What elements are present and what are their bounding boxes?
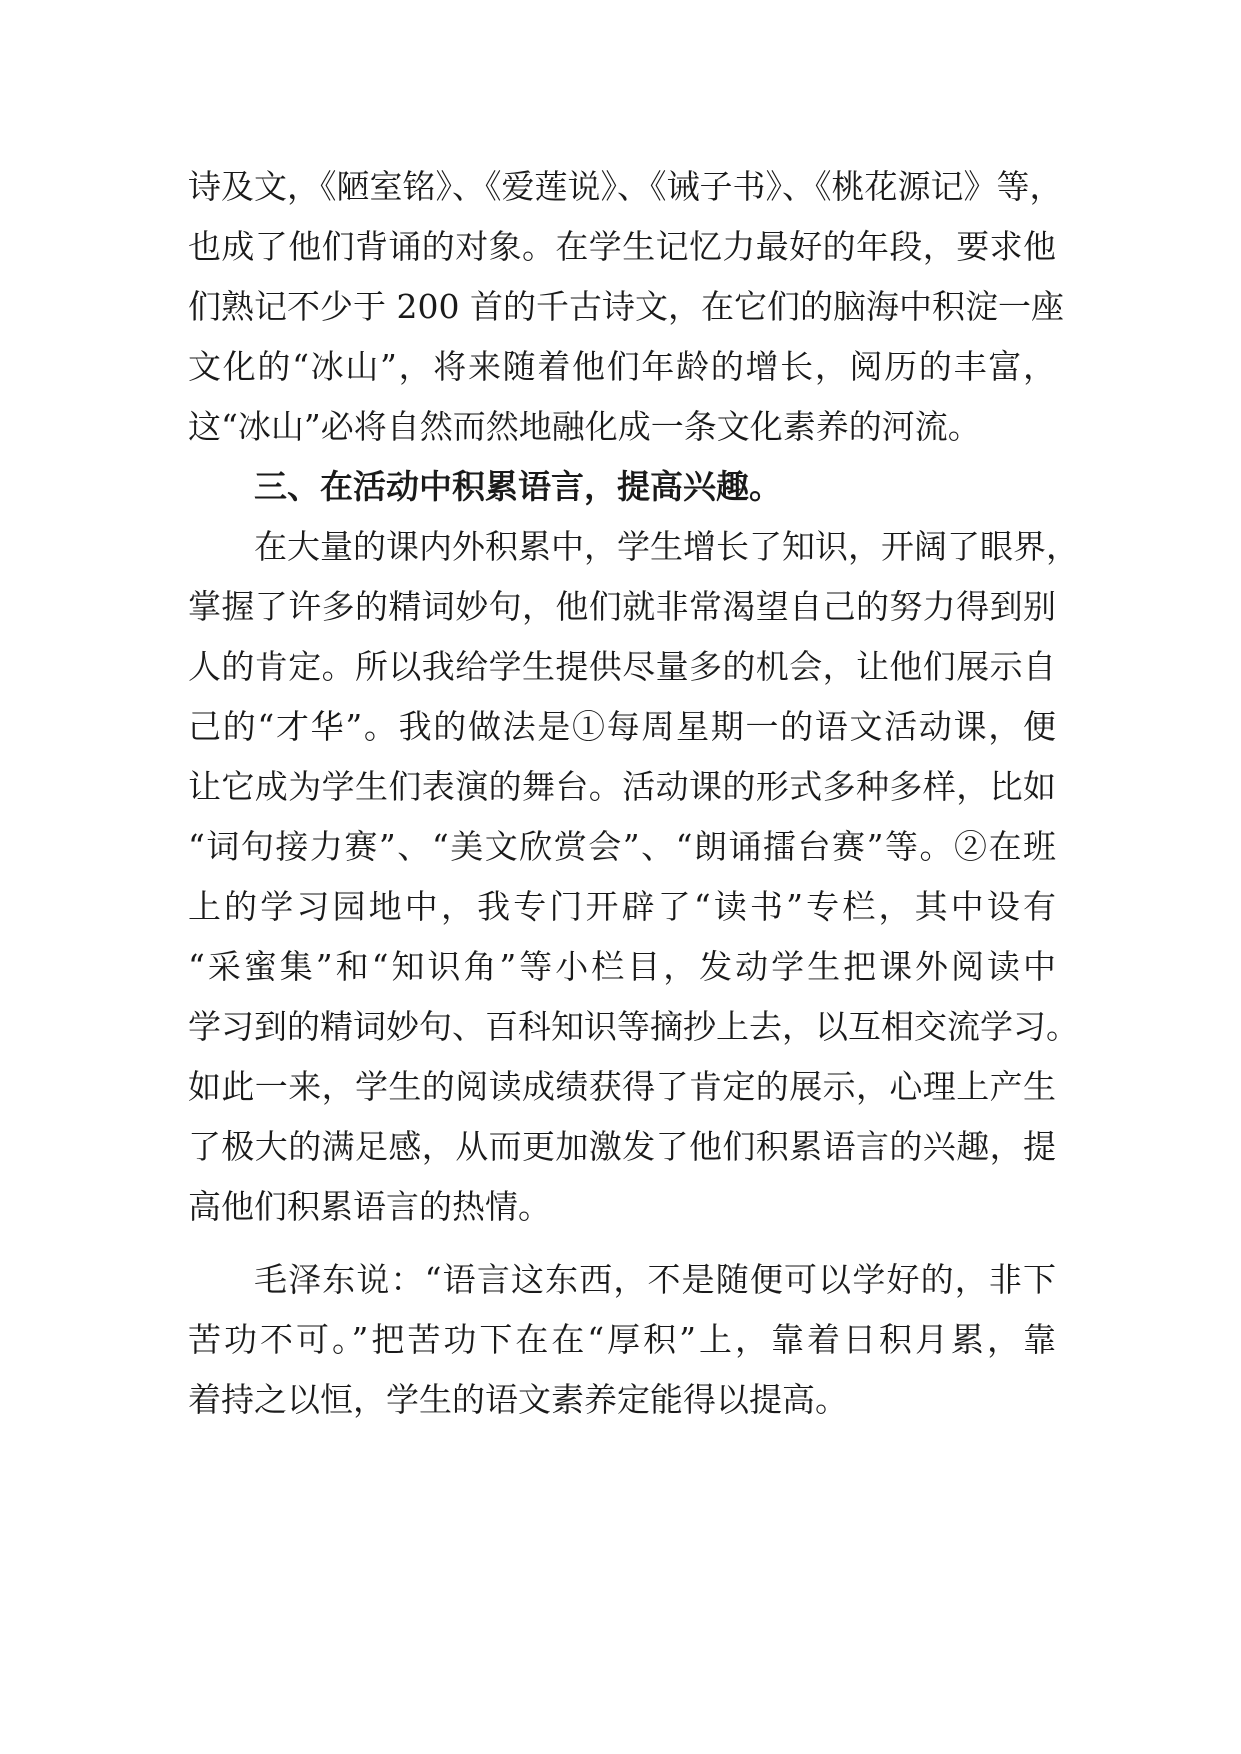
text-line: 诗及文，《陋室铭》、《爱莲说》、《诫子书》、《桃花源记》等， bbox=[188, 167, 1063, 206]
text-line: 人的肯定。所以我给学生提供尽量多的机会，让他们展示自 bbox=[188, 647, 1056, 686]
text-line: 毛泽东说：“语言这东西，不是随便可以学好的，非下 bbox=[254, 1260, 1056, 1299]
text-line: 如此一来，学生的阅读成绩获得了肯定的展示，心理上产生 bbox=[188, 1067, 1056, 1106]
text-line: 文化的“冰山”，将来随着他们年龄的增长，阅历的丰富， bbox=[188, 347, 1056, 386]
text-line: 高他们积累语言的热情。 bbox=[188, 1187, 551, 1226]
text-line: 学习到的精词妙句、百科知识等摘抄上去，以互相交流学习。 bbox=[188, 1007, 1079, 1046]
text-line: 们熟记不少于 200 首的千古诗文，在它们的脑海中积淀一座 bbox=[188, 287, 1064, 326]
text-line: 上的学习园地中，我专门开辟了“读书”专栏，其中设有 bbox=[188, 887, 1056, 926]
text-line: 也成了他们背诵的对象。在学生记忆力最好的年段，要求他 bbox=[188, 227, 1056, 266]
text-line: “采蜜集”和“知识角”等小栏目，发动学生把课外阅读中 bbox=[188, 947, 1056, 986]
section-heading: 三、在活动中积累语言，提高兴趣。 bbox=[254, 467, 782, 506]
text-line: 让它成为学生们表演的舞台。活动课的形式多种多样，比如 bbox=[188, 767, 1056, 806]
text-line: 掌握了许多的精词妙句，他们就非常渴望自己的努力得到别 bbox=[188, 587, 1056, 626]
text-line: 这“冰山”必将自然而然地融化成一条文化素养的河流。 bbox=[188, 407, 981, 446]
text-line: “词句接力赛”、“美文欣赏会”、“朗诵擂台赛”等。②在班 bbox=[188, 827, 1056, 866]
text-line: 在大量的课内外积累中，学生增长了知识，开阔了眼界， bbox=[254, 527, 1079, 566]
text-line: 了极大的满足感，从而更加激发了他们积累语言的兴趣，提 bbox=[188, 1127, 1056, 1166]
text-line: 苦功不可。”把苦功下在在“厚积”上，靠着日积月累，靠 bbox=[188, 1320, 1056, 1359]
text-line: 着持之以恒，学生的语文素养定能得以提高。 bbox=[188, 1380, 848, 1419]
text-line: 己的“才华”。我的做法是①每周星期一的语文活动课，便 bbox=[188, 707, 1056, 746]
